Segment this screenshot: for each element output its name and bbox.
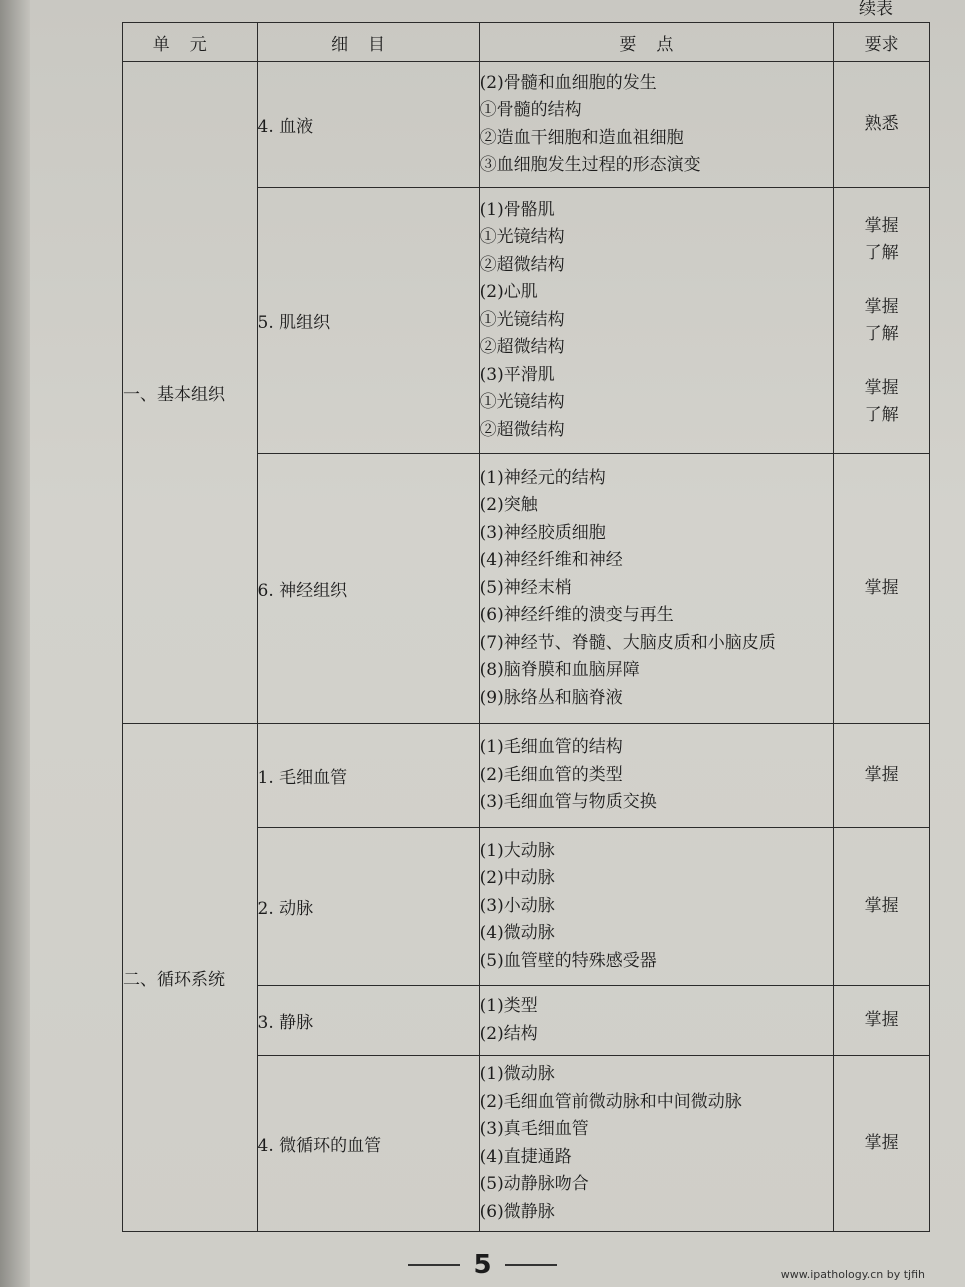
requirement-level: 掌握	[864, 1133, 899, 1153]
requirement-cell	[834, 986, 930, 1056]
point-line: (3)平滑肌	[479, 364, 555, 385]
point-line: (1)神经元的结构	[479, 467, 606, 488]
point-line: (5)神经末梢	[479, 577, 572, 598]
point-line: (7)神经节、脊髓、大脑皮质和小脑皮质	[479, 632, 776, 653]
unit-cell: 二、循环系统	[123, 724, 258, 1232]
point-line: ②超微结构	[479, 337, 565, 358]
point-line: (6)神经纤维的溃变与再生	[479, 605, 674, 626]
point-line: (3)神经胶质细胞	[479, 522, 606, 543]
point-line: (2)毛细血管的类型	[479, 764, 623, 785]
point-line: ①骨髓的结构	[479, 100, 582, 120]
point-line: (2)结构	[479, 1023, 538, 1044]
requirement-level: 了解	[864, 404, 899, 425]
syllabus-table	[122, 22, 930, 1232]
point-line: (2)心肌	[479, 282, 538, 303]
header-point: 要点	[479, 23, 834, 62]
table-row	[123, 724, 930, 828]
item-cell: 4. 血液	[257, 62, 479, 188]
point-line: (9)脉络丛和脑脊液	[479, 687, 623, 708]
points-cell	[479, 724, 834, 828]
requirement-gap	[834, 348, 929, 375]
point-line: (8)脑脊膜和血脑屏障	[479, 660, 640, 681]
point-line: (3)毛细血管与物质交换	[479, 792, 657, 813]
watermark: www.ipathology.cn by tjfih	[780, 1268, 925, 1281]
point-line: ①光镜结构	[479, 309, 565, 330]
point-line: (1)毛细血管的结构	[479, 737, 623, 758]
requirement-level: 掌握	[864, 215, 899, 236]
table-header-row	[123, 23, 930, 62]
footer-rule-left	[408, 1264, 460, 1266]
point-line: (1)大动脉	[479, 840, 555, 861]
point-line: ①光镜结构	[479, 227, 565, 248]
item-cell: 6. 神经组织	[257, 454, 479, 724]
table-body	[123, 62, 930, 1232]
requirement-level: 掌握	[864, 1010, 899, 1030]
point-line: (5)血管壁的特殊感受器	[479, 950, 657, 971]
point-line: (1)微动脉	[479, 1064, 555, 1084]
requirement-gap	[834, 267, 929, 294]
requirement-cell	[834, 1056, 930, 1232]
points-cell	[479, 986, 834, 1056]
footer-rule-right	[505, 1264, 557, 1266]
requirement-level: 了解	[864, 323, 899, 344]
requirement-level: 掌握	[864, 896, 899, 916]
points-cell	[479, 454, 834, 724]
point-line: ②超微结构	[479, 419, 565, 440]
requirement-level: 掌握	[864, 377, 899, 398]
point-line: (5)动静脉吻合	[479, 1174, 589, 1194]
point-line: ②超微结构	[479, 254, 565, 275]
requirement-cell	[834, 724, 930, 828]
point-line: (2)突触	[479, 495, 538, 516]
points-cell	[479, 62, 834, 188]
point-line: ①光镜结构	[479, 392, 565, 413]
point-line: (4)神经纤维和神经	[479, 550, 623, 571]
item-cell: 3. 静脉	[257, 986, 479, 1056]
point-line: ③血细胞发生过程的形态演变	[479, 155, 701, 175]
page-edge-shadow	[0, 0, 30, 1287]
point-line: (4)直捷通路	[479, 1146, 572, 1167]
point-line: ②造血干细胞和造血祖细胞	[479, 127, 684, 148]
page-number: 5	[473, 1250, 492, 1280]
unit-cell: 一、基本组织	[123, 62, 258, 724]
points-cell	[479, 188, 834, 454]
table-row	[123, 62, 930, 188]
requirement-cell	[834, 188, 930, 454]
points-cell	[479, 1056, 834, 1232]
requirement-cell	[834, 62, 930, 188]
point-line: (2)骨髓和血细胞的发生	[479, 72, 657, 93]
requirement-level: 熟悉	[864, 114, 899, 134]
requirement-level: 了解	[864, 242, 899, 263]
item-cell: 2. 动脉	[257, 828, 479, 986]
header-item: 细目	[257, 23, 479, 62]
item-cell: 5. 肌组织	[257, 188, 479, 454]
point-line: (3)真毛细血管	[479, 1119, 589, 1139]
requirement-cell	[834, 828, 930, 986]
requirement-cell	[834, 454, 930, 724]
continued-label: 续表	[859, 0, 893, 19]
point-line: (2)毛细血管前微动脉和中间微动脉	[479, 1091, 742, 1112]
point-line: (6)微静脉	[479, 1201, 555, 1222]
point-line: (2)中动脉	[479, 868, 555, 889]
requirement-level: 掌握	[864, 578, 899, 598]
point-line: (1)类型	[479, 996, 538, 1016]
point-line: (4)微动脉	[479, 923, 555, 944]
item-cell: 1. 毛细血管	[257, 724, 479, 828]
header-unit: 单元	[123, 23, 258, 62]
requirement-level: 掌握	[864, 296, 899, 317]
point-line: (3)小动脉	[479, 895, 555, 916]
requirement-level: 掌握	[864, 765, 899, 785]
points-cell	[479, 828, 834, 986]
item-cell: 4. 微循环的血管	[257, 1056, 479, 1232]
header-req: 要求	[834, 23, 930, 62]
point-line: (1)骨骼肌	[479, 199, 555, 220]
